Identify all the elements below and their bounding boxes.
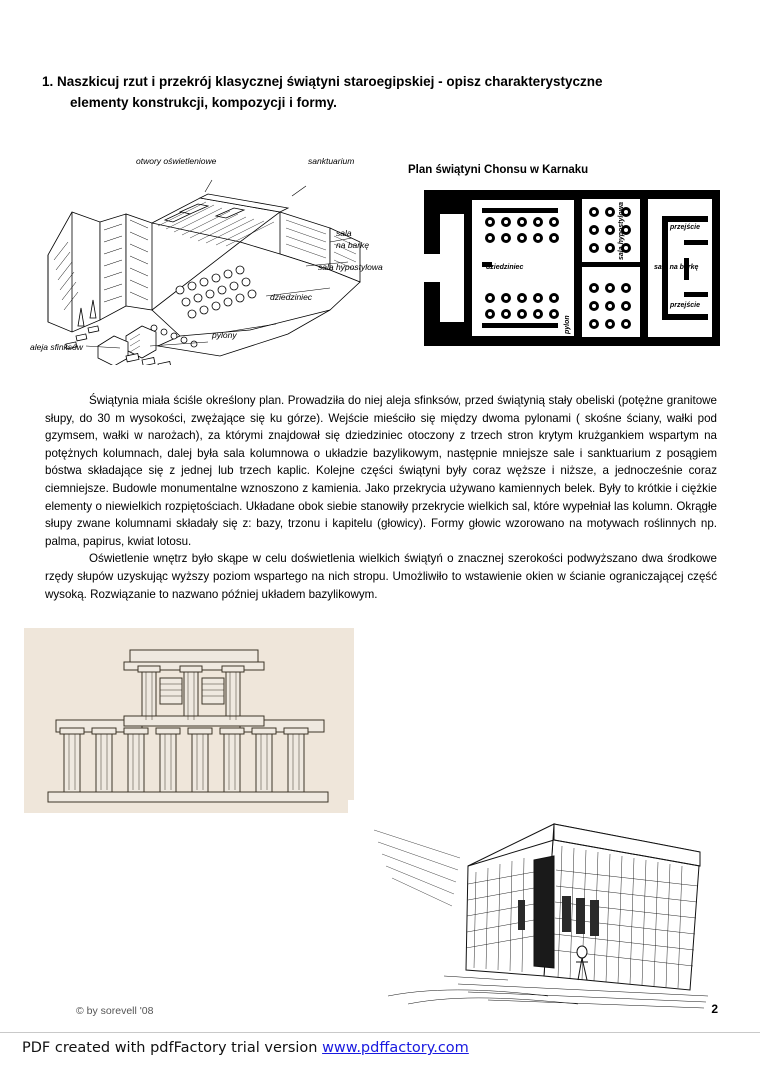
pdf-notice [22, 1040, 469, 1056]
plan-title: Plan świątyni Chonsu w Karnaku [408, 164, 589, 176]
plan-label-courtyard: dziedziniec [486, 264, 524, 271]
label-pylons: pylony [212, 330, 237, 340]
plan-inner [422, 188, 722, 348]
label-barque-hall-1: sala [336, 228, 352, 238]
plan-label-passage-bottom: przejście [670, 302, 700, 309]
plan-label-passage-top: przejście [670, 224, 700, 231]
label-sanctuary: sanktuarium [308, 156, 355, 166]
page-number: 2 [711, 1002, 718, 1016]
plan-label-sanctuary: sanktuarium [714, 258, 721, 300]
plan-label-pylon: pylon [564, 315, 571, 334]
body-text [45, 392, 717, 603]
pylon-engraving-illustration [348, 800, 720, 1012]
label-lighting-openings: otwory oświetleniowe [136, 156, 217, 166]
copyright-note: © by sorevell '08 [76, 1005, 154, 1017]
page-title [42, 72, 702, 114]
hypostyle-section-illustration [24, 628, 354, 813]
label-sphinx-alley: aleja sfinksów [30, 342, 83, 352]
axonometric-temple-diagram [30, 150, 410, 365]
paragraph-1: Świątynia miała ściśle określony plan. Prowadziła do niej aleja sfinksów, przed świątynią stały obeliski (potężne granitowe słupy, do 30 m wysokości, zwężające się ku górze). Wejście mieściło się między dwoma pylonami ( skośne ściany, wałki pod gzymsem, wałki w narożach), za którymi znajdował się dziedziniec otoczony z trzech stron krytym krużgankiem wspartym na potężnych kolumnach, dalej była sala kolumnowa o układzie bazylikowym, następnie mniejsze sale i sanktuarium z posągiem bóstwa składające się z jednej lub trzech kaplic. Kolejne części świątyni były coraz węższe i niższe, a jednocześnie coraz ciemniejsze. Budowle monumentalne wznoszono z kamienia. Jako przekrycia używano kamiennych belek. Były to krótkie i ciężkie elementy o niewielkich rozpiętościach. Układane obok siebie stanowiły przekrycie wielkich sal, które wypełniał las kolumn. Okrągłe słupy zwane kolumnami składały się z: bazy, trzonu i kapitelu (głowicy). Formy głowic wzorowano na motywach roślinnych np. palma, papirus, kwiat lotosu. [45, 394, 717, 548]
pdf-notice-text: PDF created with pdfFactory trial version [22, 1040, 323, 1056]
label-barque-hall-2: na barkę [336, 240, 370, 250]
label-hypostyle-hall: sala hypostylowa [318, 262, 383, 272]
pdffactory-link[interactable]: www.pdffactory.com [322, 1040, 469, 1056]
heading-line-2: elementy konstrukcji, kompozycji i formy. [70, 94, 337, 110]
plan-label-barque-hall: sala na barkę [654, 264, 699, 271]
figures-row [30, 140, 730, 370]
temple-plan-diagram [402, 140, 732, 365]
heading-line-1: 1. Naszkicuj rzut i przekrój klasycznej świątyni staroegipskiej - opisz charakterystyczne [42, 74, 603, 89]
label-courtyard: dziedziniec [270, 292, 313, 302]
plan-label-hypostyle: sala hypostylowa [618, 202, 625, 260]
hypostyle-section-svg [24, 628, 354, 813]
paragraph-2: Oświetlenie wnętrz było skąpe w celu doświetlenia wielkich świątyń o znacznej szerokości podwyższano dwa środkowe rzędy słupów uzyskując wyższy poziom wspartego na nich stropu. Umożliwiło to wstawienie okien w ścianie ograniczającej część wysoką. Rozwiązanie to nazwano później układem bazylikowym. [45, 552, 717, 601]
pylon-engraving-svg [348, 800, 720, 1012]
